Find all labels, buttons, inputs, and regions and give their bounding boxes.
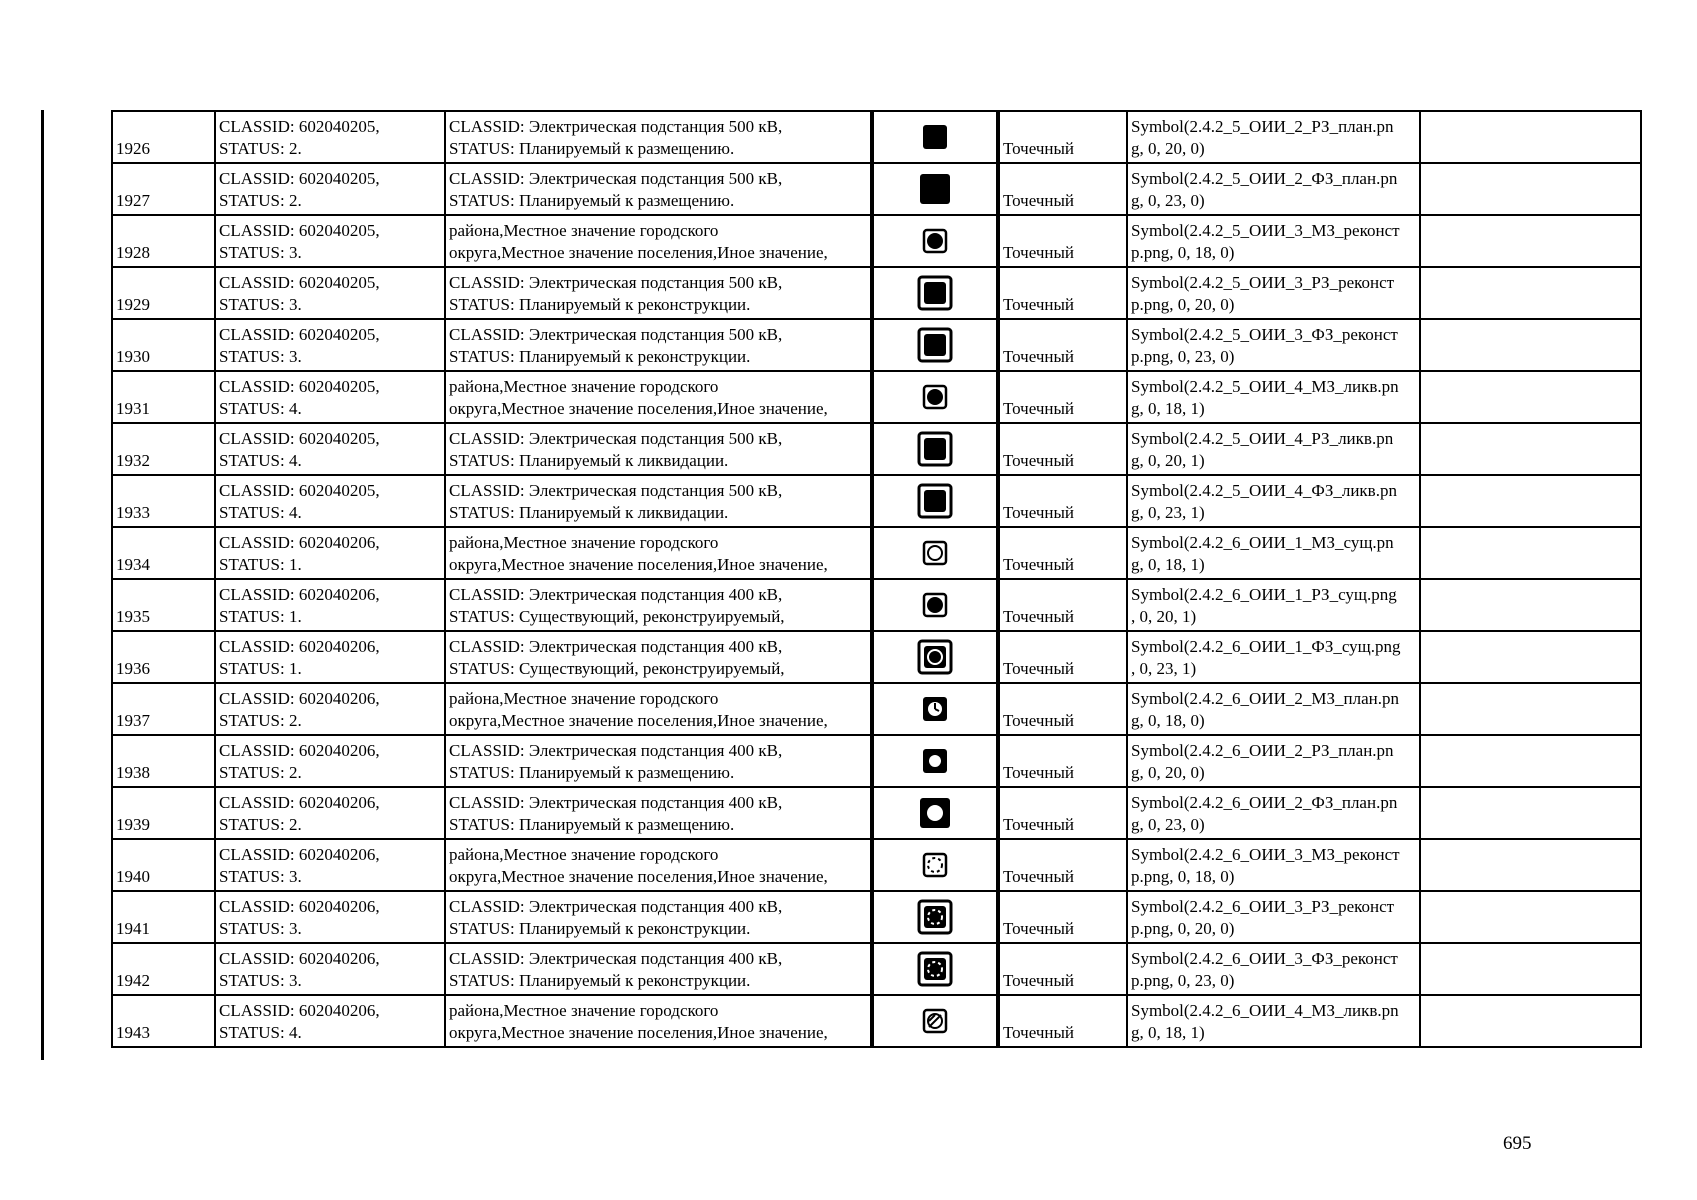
- description-cell: [445, 839, 872, 891]
- description-cell: [445, 995, 872, 1047]
- symbol-spec-cell: [1127, 891, 1420, 943]
- geometry-type-cell: Точечный: [998, 215, 1127, 267]
- class-cell: [215, 943, 445, 995]
- class-id-text: CLASSID: 602040206,: [219, 1001, 380, 1020]
- class-id-text: CLASSID: 602040206,: [219, 585, 380, 604]
- status-text: STATUS: 3.: [219, 919, 302, 938]
- description-line-2: STATUS: Планируемый к ликвидации.: [449, 503, 729, 522]
- class-id-text: CLASSID: 602040206,: [219, 793, 380, 812]
- page-number: 695: [1503, 1133, 1532, 1154]
- class-id-text: CLASSID: 602040206,: [219, 637, 380, 656]
- symbol-spec-line-1: Symbol(2.4.2_5_ОИИ_3_ФЗ_реконст: [1131, 325, 1398, 344]
- status-text: STATUS: 3.: [219, 347, 302, 366]
- empty-cell: [1420, 215, 1641, 267]
- class-id-text: CLASSID: 602040206,: [219, 689, 380, 708]
- class-id-text: CLASSID: 602040205,: [219, 325, 380, 344]
- description-cell: [445, 111, 872, 163]
- class-cell: [215, 423, 445, 475]
- symbol-spec-line-1: Symbol(2.4.2_5_ОИИ_3_РЗ_реконст: [1131, 273, 1395, 292]
- framed-dashed-ring-large-icon: [915, 949, 955, 989]
- symbol-spec-cell: [1127, 371, 1420, 423]
- row-number: 1933: [112, 475, 215, 527]
- symbol-spec-line-2: , 0, 20, 1): [1131, 607, 1197, 626]
- description-cell: [445, 683, 872, 735]
- geometry-type-cell: Точечный: [998, 475, 1127, 527]
- description-line-2: STATUS: Планируемый к размещению.: [449, 139, 735, 158]
- description-line-1: CLASSID: Электрическая подстанция 500 кВ,: [449, 169, 783, 188]
- row-number: 1930: [112, 319, 215, 371]
- geometry-type-cell: Точечный: [998, 423, 1127, 475]
- geometry-type-cell: Точечный: [998, 111, 1127, 163]
- symbol-spec-cell: [1127, 475, 1420, 527]
- symbol-spec-cell: [1127, 839, 1420, 891]
- class-cell: [215, 683, 445, 735]
- empty-cell: [1420, 891, 1641, 943]
- class-id-text: CLASSID: 602040205,: [219, 221, 380, 240]
- description-line-2: округа,Местное значение поселения,Иное значение,: [449, 399, 828, 418]
- class-cell: [215, 995, 445, 1047]
- table-row: [112, 839, 1641, 891]
- description-line-1: CLASSID: Электрическая подстанция 400 кВ,: [449, 897, 783, 916]
- symbol-table: [111, 110, 1642, 1048]
- class-id-text: CLASSID: 602040206,: [219, 897, 380, 916]
- geometry-type-cell: Точечный: [998, 631, 1127, 683]
- description-cell: [445, 735, 872, 787]
- class-id-text: CLASSID: 602040206,: [219, 949, 380, 968]
- symbol-spec-line-2: р.png, 0, 18, 0): [1131, 243, 1235, 262]
- symbol-spec-cell: [1127, 631, 1420, 683]
- symbol-spec-line-2: g, 0, 23, 0): [1131, 191, 1205, 210]
- class-id-text: CLASSID: 602040205,: [219, 169, 380, 188]
- description-line-2: округа,Местное значение поселения,Иное значение,: [449, 243, 828, 262]
- empty-cell: [1420, 267, 1641, 319]
- status-text: STATUS: 3.: [219, 867, 302, 886]
- empty-cell: [1420, 735, 1641, 787]
- row-number: 1941: [112, 891, 215, 943]
- framed-dashed-ring-icon: [915, 897, 955, 937]
- table-row: [112, 475, 1641, 527]
- symbol-spec-cell: [1127, 319, 1420, 371]
- symbol-spec-cell: [1127, 215, 1420, 267]
- empty-cell: [1420, 527, 1641, 579]
- table-row: [112, 787, 1641, 839]
- symbol-spec-line-1: Symbol(2.4.2_5_ОИИ_2_РЗ_план.pn: [1131, 117, 1394, 136]
- row-number: 1938: [112, 735, 215, 787]
- table-row: [112, 631, 1641, 683]
- symbol-spec-line-1: Symbol(2.4.2_6_ОИИ_1_РЗ_сущ.png: [1131, 585, 1397, 604]
- table-row: [112, 423, 1641, 475]
- status-text: STATUS: 2.: [219, 711, 302, 730]
- symbol-spec-cell: [1127, 111, 1420, 163]
- symbol-spec-line-1: Symbol(2.4.2_6_ОИИ_1_ФЗ_сущ.png: [1131, 637, 1401, 656]
- row-number: 1932: [112, 423, 215, 475]
- symbol-spec-cell: [1127, 579, 1420, 631]
- description-line-1: CLASSID: Электрическая подстанция 500 кВ,: [449, 429, 783, 448]
- symbol-spec-line-2: g, 0, 18, 1): [1131, 1023, 1205, 1042]
- class-cell: [215, 735, 445, 787]
- symbol-spec-line-1: Symbol(2.4.2_6_ОИИ_2_МЗ_план.pn: [1131, 689, 1399, 708]
- description-line-2: округа,Местное значение поселения,Иное значение,: [449, 867, 828, 886]
- symbol-spec-line-1: Symbol(2.4.2_6_ОИИ_3_МЗ_реконст: [1131, 845, 1400, 864]
- status-text: STATUS: 4.: [219, 503, 302, 522]
- description-cell: [445, 527, 872, 579]
- description-line-2: STATUS: Планируемый к реконструкции.: [449, 971, 751, 990]
- symbol-spec-line-1: Symbol(2.4.2_6_ОИИ_2_ФЗ_план.pn: [1131, 793, 1398, 812]
- status-text: STATUS: 2.: [219, 815, 302, 834]
- table-row: [112, 319, 1641, 371]
- class-cell: [215, 787, 445, 839]
- row-number: 1935: [112, 579, 215, 631]
- empty-cell: [1420, 683, 1641, 735]
- symbol-cell: [872, 787, 998, 839]
- geometry-type-cell: Точечный: [998, 787, 1127, 839]
- symbol-cell: [872, 267, 998, 319]
- class-cell: [215, 891, 445, 943]
- symbol-spec-line-2: g, 0, 20, 0): [1131, 139, 1205, 158]
- class-id-text: CLASSID: 602040205,: [219, 273, 380, 292]
- table-row: [112, 943, 1641, 995]
- empty-cell: [1420, 787, 1641, 839]
- description-cell: [445, 319, 872, 371]
- square-dot-icon: [915, 377, 955, 417]
- symbol-spec-line-1: Symbol(2.4.2_5_ОИИ_3_МЗ_реконст: [1131, 221, 1400, 240]
- empty-cell: [1420, 943, 1641, 995]
- geometry-type-cell: Точечный: [998, 839, 1127, 891]
- description-cell: [445, 943, 872, 995]
- class-id-text: CLASSID: 602040206,: [219, 741, 380, 760]
- table-row: [112, 891, 1641, 943]
- description-line-1: района,Местное значение городского: [449, 533, 719, 552]
- symbol-cell: [872, 631, 998, 683]
- class-cell: [215, 111, 445, 163]
- filled-square-circle-large-icon: [915, 793, 955, 833]
- table-row: [112, 527, 1641, 579]
- empty-cell: [1420, 631, 1641, 683]
- description-cell: [445, 215, 872, 267]
- class-cell: [215, 371, 445, 423]
- geometry-type-cell: Точечный: [998, 683, 1127, 735]
- table-row: [112, 995, 1641, 1047]
- symbol-spec-cell: [1127, 527, 1420, 579]
- description-cell: [445, 891, 872, 943]
- row-number: 1940: [112, 839, 215, 891]
- filled-square-circle-icon: [915, 741, 955, 781]
- empty-cell: [1420, 319, 1641, 371]
- symbol-cell: [872, 683, 998, 735]
- table-row: [112, 371, 1641, 423]
- symbol-spec-line-2: g, 0, 23, 0): [1131, 815, 1205, 834]
- description-line-2: STATUS: Существующий, реконструируемый,: [449, 659, 785, 678]
- class-id-text: CLASSID: 602040205,: [219, 377, 380, 396]
- description-line-2: STATUS: Существующий, реконструируемый,: [449, 607, 785, 626]
- symbol-spec-line-1: Symbol(2.4.2_5_ОИИ_2_ФЗ_план.pn: [1131, 169, 1398, 188]
- geometry-type-cell: Точечный: [998, 163, 1127, 215]
- geometry-type-cell: Точечный: [998, 735, 1127, 787]
- description-line-1: CLASSID: Электрическая подстанция 400 кВ,: [449, 741, 783, 760]
- description-line-2: STATUS: Планируемый к ликвидации.: [449, 451, 729, 470]
- symbol-spec-line-1: Symbol(2.4.2_5_ОИИ_4_МЗ_ликв.pn: [1131, 377, 1399, 396]
- symbol-cell: [872, 579, 998, 631]
- symbol-spec-cell: [1127, 163, 1420, 215]
- description-line-1: района,Местное значение городского: [449, 845, 719, 864]
- description-line-1: CLASSID: Электрическая подстанция 500 кВ,: [449, 117, 783, 136]
- geometry-type-cell: Точечный: [998, 267, 1127, 319]
- class-cell: [215, 839, 445, 891]
- symbol-spec-line-2: g, 0, 23, 1): [1131, 503, 1205, 522]
- class-id-text: CLASSID: 602040205,: [219, 481, 380, 500]
- square-hatched-ring-icon: [915, 1001, 955, 1041]
- description-line-1: CLASSID: Электрическая подстанция 500 кВ,: [449, 481, 783, 500]
- class-cell: [215, 163, 445, 215]
- symbol-cell: [872, 371, 998, 423]
- status-text: STATUS: 1.: [219, 659, 302, 678]
- class-cell: [215, 475, 445, 527]
- row-number: 1936: [112, 631, 215, 683]
- description-cell: [445, 423, 872, 475]
- symbol-spec-cell: [1127, 943, 1420, 995]
- status-text: STATUS: 2.: [219, 191, 302, 210]
- class-cell: [215, 215, 445, 267]
- framed-square-icon: [915, 273, 955, 313]
- symbol-spec-cell: [1127, 267, 1420, 319]
- description-line-1: CLASSID: Электрическая подстанция 400 кВ,: [449, 637, 783, 656]
- table-row: [112, 735, 1641, 787]
- description-line-1: CLASSID: Электрическая подстанция 400 кВ,: [449, 585, 783, 604]
- row-number: 1943: [112, 995, 215, 1047]
- row-number: 1929: [112, 267, 215, 319]
- symbol-cell: [872, 475, 998, 527]
- status-text: STATUS: 3.: [219, 243, 302, 262]
- description-line-1: района,Местное значение городского: [449, 689, 719, 708]
- symbol-spec-line-2: g, 0, 20, 1): [1131, 451, 1205, 470]
- empty-cell: [1420, 371, 1641, 423]
- description-line-1: района,Местное значение городского: [449, 221, 719, 240]
- description-line-2: округа,Местное значение поселения,Иное значение,: [449, 1023, 828, 1042]
- empty-cell: [1420, 423, 1641, 475]
- description-line-2: STATUS: Планируемый к реконструкции.: [449, 295, 751, 314]
- table-row: [112, 111, 1641, 163]
- status-text: STATUS: 3.: [219, 295, 302, 314]
- table-body: [112, 111, 1641, 1047]
- symbol-spec-line-1: Symbol(2.4.2_5_ОИИ_4_ФЗ_ликв.pn: [1131, 481, 1397, 500]
- framed-square-large-icon: [915, 325, 955, 365]
- symbol-spec-line-2: р.png, 0, 23, 0): [1131, 971, 1235, 990]
- description-line-1: CLASSID: Электрическая подстанция 400 кВ,: [449, 793, 783, 812]
- framed-square-icon: [915, 429, 955, 469]
- description-cell: [445, 163, 872, 215]
- symbol-spec-line-2: g, 0, 18, 1): [1131, 399, 1205, 418]
- description-line-1: CLASSID: Электрическая подстанция 500 кВ,: [449, 273, 783, 292]
- filled-square-clock-icon: [915, 689, 955, 729]
- description-line-2: STATUS: Планируемый к размещению.: [449, 191, 735, 210]
- symbol-cell: [872, 839, 998, 891]
- description-cell: [445, 475, 872, 527]
- filled-square-large-icon: [915, 169, 955, 209]
- symbol-cell: [872, 111, 998, 163]
- row-number: 1939: [112, 787, 215, 839]
- geometry-type-cell: Точечный: [998, 995, 1127, 1047]
- framed-ring-icon: [915, 637, 955, 677]
- empty-cell: [1420, 163, 1641, 215]
- square-dashed-ring-icon: [915, 845, 955, 885]
- filled-square-icon: [915, 117, 955, 157]
- symbol-spec-cell: [1127, 787, 1420, 839]
- square-dot-icon: [915, 221, 955, 261]
- status-text: STATUS: 2.: [219, 763, 302, 782]
- square-ring-filled-icon: [915, 585, 955, 625]
- empty-cell: [1420, 475, 1641, 527]
- symbol-cell: [872, 995, 998, 1047]
- description-cell: [445, 579, 872, 631]
- table-row: [112, 267, 1641, 319]
- table-row: [112, 163, 1641, 215]
- class-cell: [215, 631, 445, 683]
- symbol-spec-line-1: Symbol(2.4.2_6_ОИИ_2_РЗ_план.pn: [1131, 741, 1394, 760]
- table-row: [112, 579, 1641, 631]
- description-cell: [445, 631, 872, 683]
- row-number: 1931: [112, 371, 215, 423]
- empty-cell: [1420, 995, 1641, 1047]
- geometry-type-cell: Точечный: [998, 319, 1127, 371]
- row-number: 1926: [112, 111, 215, 163]
- table-row: [112, 683, 1641, 735]
- status-text: STATUS: 1.: [219, 555, 302, 574]
- symbol-cell: [872, 735, 998, 787]
- symbol-spec-line-2: р.png, 0, 20, 0): [1131, 919, 1235, 938]
- symbol-spec-line-2: g, 0, 18, 1): [1131, 555, 1205, 574]
- description-line-2: STATUS: Планируемый к реконструкции.: [449, 919, 751, 938]
- symbol-spec-line-1: Symbol(2.4.2_6_ОИИ_4_МЗ_ликв.pn: [1131, 1001, 1399, 1020]
- symbol-cell: [872, 319, 998, 371]
- class-id-text: CLASSID: 602040206,: [219, 845, 380, 864]
- symbol-spec-cell: [1127, 683, 1420, 735]
- description-line-2: округа,Местное значение поселения,Иное значение,: [449, 711, 828, 730]
- status-text: STATUS: 4.: [219, 399, 302, 418]
- class-cell: [215, 527, 445, 579]
- symbol-spec-line-2: g, 0, 18, 0): [1131, 711, 1205, 730]
- status-text: STATUS: 4.: [219, 451, 302, 470]
- symbol-cell: [872, 163, 998, 215]
- symbol-spec-line-1: Symbol(2.4.2_6_ОИИ_1_МЗ_сущ.pn: [1131, 533, 1394, 552]
- description-line-2: STATUS: Планируемый к размещению.: [449, 763, 735, 782]
- symbol-spec-line-2: , 0, 23, 1): [1131, 659, 1197, 678]
- status-text: STATUS: 3.: [219, 971, 302, 990]
- description-line-2: STATUS: Планируемый к размещению.: [449, 815, 735, 834]
- class-id-text: CLASSID: 602040206,: [219, 533, 380, 552]
- class-cell: [215, 319, 445, 371]
- description-cell: [445, 371, 872, 423]
- geometry-type-cell: Точечный: [998, 943, 1127, 995]
- row-number: 1942: [112, 943, 215, 995]
- class-cell: [215, 579, 445, 631]
- description-line-1: CLASSID: Электрическая подстанция 400 кВ,: [449, 949, 783, 968]
- description-line-2: STATUS: Планируемый к реконструкции.: [449, 347, 751, 366]
- symbol-spec-line-2: g, 0, 20, 0): [1131, 763, 1205, 782]
- description-line-1: района,Местное значение городского: [449, 1001, 719, 1020]
- symbol-spec-cell: [1127, 423, 1420, 475]
- geometry-type-cell: Точечный: [998, 371, 1127, 423]
- symbol-spec-line-1: Symbol(2.4.2_5_ОИИ_4_РЗ_ликв.pn: [1131, 429, 1394, 448]
- symbol-cell: [872, 215, 998, 267]
- description-line-2: округа,Местное значение поселения,Иное значение,: [449, 555, 828, 574]
- framed-square-large-icon: [915, 481, 955, 521]
- symbol-spec-cell: [1127, 995, 1420, 1047]
- symbol-cell: [872, 527, 998, 579]
- square-ring-icon: [915, 533, 955, 573]
- symbol-spec-cell: [1127, 735, 1420, 787]
- status-text: STATUS: 4.: [219, 1023, 302, 1042]
- geometry-type-cell: Точечный: [998, 579, 1127, 631]
- margin-line: [41, 110, 44, 1060]
- geometry-type-cell: Точечный: [998, 891, 1127, 943]
- geometry-type-cell: Точечный: [998, 527, 1127, 579]
- row-number: 1937: [112, 683, 215, 735]
- description-cell: [445, 267, 872, 319]
- symbol-spec-line-1: Symbol(2.4.2_6_ОИИ_3_ФЗ_реконст: [1131, 949, 1398, 968]
- row-number: 1927: [112, 163, 215, 215]
- symbol-spec-line-2: р.png, 0, 20, 0): [1131, 295, 1235, 314]
- row-number: 1928: [112, 215, 215, 267]
- empty-cell: [1420, 839, 1641, 891]
- empty-cell: [1420, 579, 1641, 631]
- empty-cell: [1420, 111, 1641, 163]
- class-cell: [215, 267, 445, 319]
- symbol-cell: [872, 891, 998, 943]
- symbol-spec-line-1: Symbol(2.4.2_6_ОИИ_3_РЗ_реконст: [1131, 897, 1395, 916]
- symbol-cell: [872, 423, 998, 475]
- description-cell: [445, 787, 872, 839]
- class-id-text: CLASSID: 602040205,: [219, 117, 380, 136]
- class-id-text: CLASSID: 602040205,: [219, 429, 380, 448]
- description-line-1: CLASSID: Электрическая подстанция 500 кВ,: [449, 325, 783, 344]
- symbol-cell: [872, 943, 998, 995]
- status-text: STATUS: 1.: [219, 607, 302, 626]
- status-text: STATUS: 2.: [219, 139, 302, 158]
- row-number: 1934: [112, 527, 215, 579]
- table-row: [112, 215, 1641, 267]
- symbol-spec-line-2: р.png, 0, 23, 0): [1131, 347, 1235, 366]
- symbol-spec-line-2: р.png, 0, 18, 0): [1131, 867, 1235, 886]
- description-line-1: района,Местное значение городского: [449, 377, 719, 396]
